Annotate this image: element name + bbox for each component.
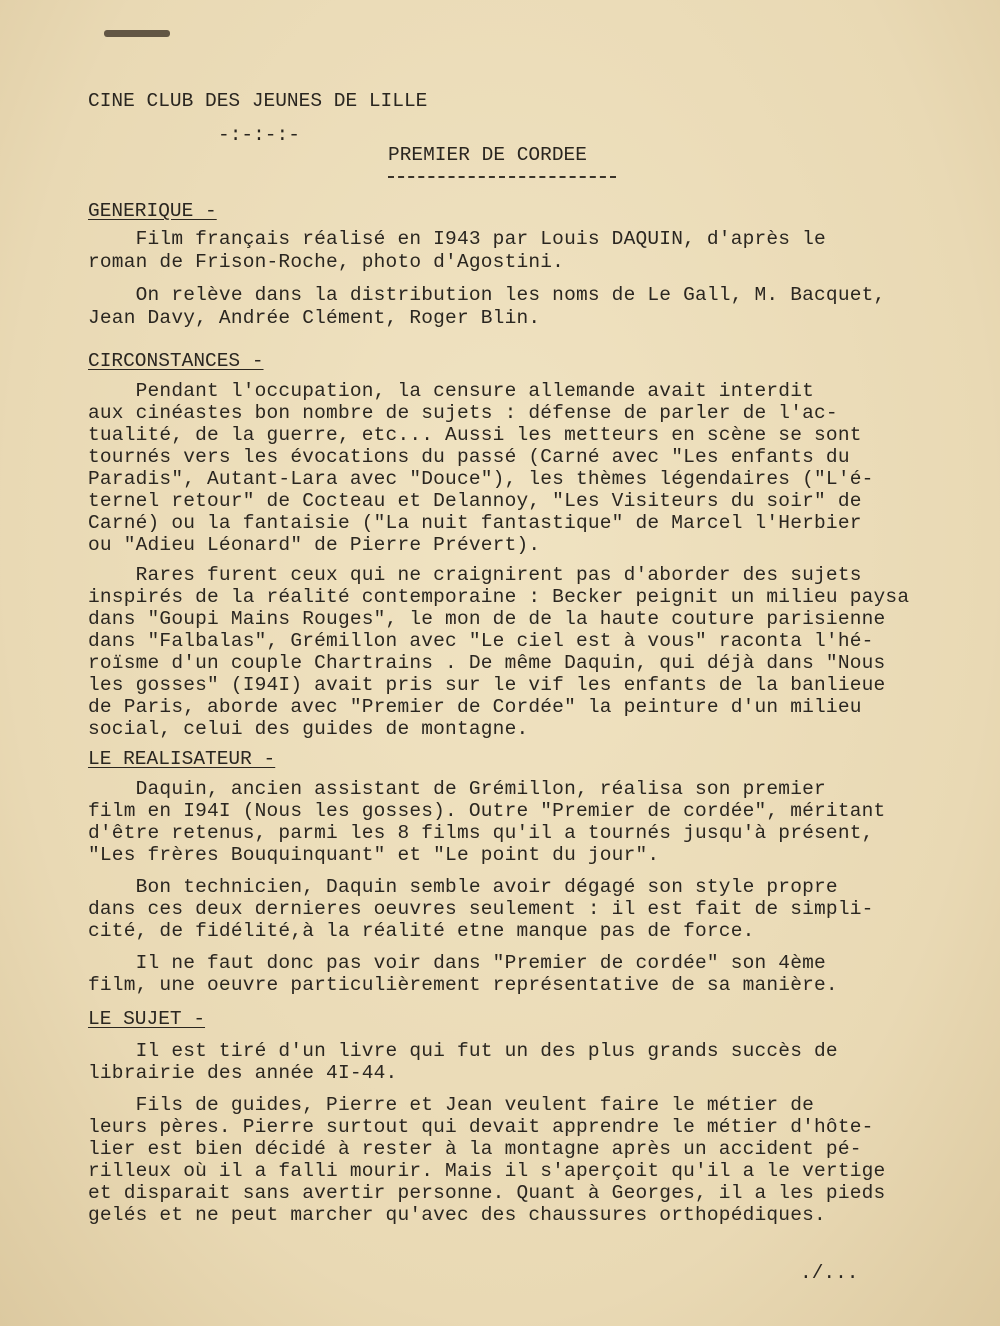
body-line: aux cinéastes bon nombre de sujets : défense de parler de l'ac- (88, 402, 838, 424)
body-line: On relève dans la distribution les noms de Le Gall, M. Bacquet, (88, 284, 886, 306)
body-line: cité, de fidélité,à la réalité etne manque pas de force. (88, 920, 755, 942)
body-line: ternel retour" de Cocteau et Delannoy, "Les Visiteurs du soir" de (88, 490, 862, 512)
body-line: Carné) ou la fantaisie ("La nuit fantastique" de Marcel l'Herbier (88, 512, 862, 534)
body-line: Film français réalisé en I943 par Louis DAQUIN, d'après le (88, 228, 826, 250)
body-line: tualité, de la guerre, etc... Aussi les metteurs en scène se sont (88, 424, 862, 446)
body-line: ou "Adieu Léonard" de Pierre Prévert). (88, 534, 541, 556)
body-line: Pendant l'occupation, la censure allemande avait interdit (88, 380, 815, 402)
title-separator: -:-:-:- (218, 124, 300, 146)
body-line: lier est bien décidé à rester à la montagne après un accident pé- (88, 1138, 862, 1160)
body-line: Rares furent ceux qui ne craignirent pas d'aborder des sujets (88, 564, 862, 586)
body-line: tournés vers les évocations du passé (Carné avec "Les enfants du (88, 446, 850, 468)
body-line: inspirés de la réalité contemporaine : Becker peignit un milieu paysa (88, 586, 910, 608)
section-heading-realisateur: LE REALISATEUR - (88, 748, 276, 770)
body-line: d'être retenus, parmi les 8 films qu'il a tournés jusqu'à présent, (88, 822, 874, 844)
body-line: dans "Goupi Mains Rouges", le mon de de la haute couture parisienne (88, 608, 886, 630)
body-line: librairie des année 4I-44. (88, 1062, 398, 1084)
body-line: "Les frères Bouquinquant" et "Le point du jour". (88, 844, 660, 866)
section-heading-sujet: LE SUJET - (88, 1008, 206, 1030)
body-line: social, celui des guides de montagne. (88, 718, 529, 740)
body-line: Daquin, ancien assistant de Grémillon, réalisa son premier (88, 778, 826, 800)
section-heading-circonstances: CIRCONSTANCES - (88, 350, 264, 372)
body-line: Paradis", Autant-Lara avec "Douce"), les thèmes légendaires ("L'é- (88, 468, 874, 490)
body-line: Jean Davy, Andrée Clément, Roger Blin. (88, 307, 541, 329)
body-line: film en I94I (Nous les gosses). Outre "Premier de cordée", méritant (88, 800, 886, 822)
body-line: roïsme d'un couple Chartrains . De même Daquin, qui déjà dans "Nous (88, 652, 886, 674)
body-line: Il est tiré d'un livre qui fut un des plus grands succès de (88, 1040, 838, 1062)
section-heading-generique: GENERIQUE - (88, 200, 217, 222)
body-line: roman de Frison-Roche, photo d'Agostini. (88, 251, 565, 273)
title-underline-rule (388, 176, 616, 178)
body-line: film, une oeuvre particulièrement représentative de sa manière. (88, 974, 838, 996)
film-title: PREMIER DE CORDEE (388, 144, 587, 166)
body-line: les gosses" (I94I) avait pris sur le vif les enfants de la banlieue (88, 674, 886, 696)
body-line: dans ces deux dernieres oeuvres seulement : il est fait de simpli- (88, 898, 874, 920)
body-line: leurs pères. Pierre surtout qui devait apprendre le métier d'hôte- (88, 1116, 874, 1138)
body-line: Il ne faut donc pas voir dans "Premier de cordée" son 4ème (88, 952, 826, 974)
body-line: rilleux où il a falli mourir. Mais il s'aperçoit qu'il a le vertige (88, 1160, 886, 1182)
staple-mark (104, 30, 170, 37)
body-line: Bon technicien, Daquin semble avoir dégagé son style propre (88, 876, 838, 898)
page-continuation-mark: ./... (800, 1262, 859, 1284)
club-name: CINE CLUB DES JEUNES DE LILLE (88, 90, 428, 112)
body-line: gelés et ne peut marcher qu'avec des chaussures orthopédiques. (88, 1204, 826, 1226)
body-line: dans "Falbalas", Grémillon avec "Le ciel est à vous" raconta l'hé- (88, 630, 874, 652)
body-line: et disparait sans avertir personne. Quant à Georges, il a les pieds (88, 1182, 886, 1204)
body-line: de Paris, aborde avec "Premier de Cordée" la peinture d'un milieu (88, 696, 862, 718)
body-line: Fils de guides, Pierre et Jean veulent faire le métier de (88, 1094, 815, 1116)
